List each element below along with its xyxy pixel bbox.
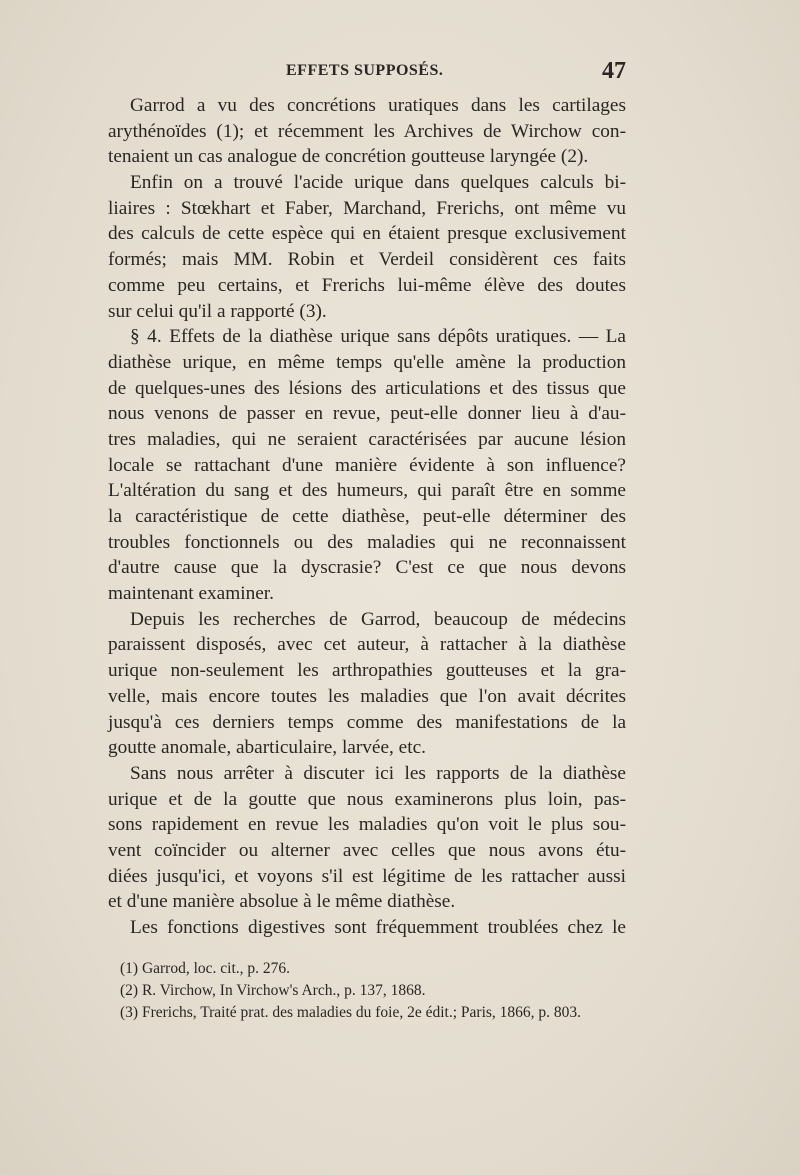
- text-line: de quelques-unes des lésions des articulations et des tissus que: [108, 377, 626, 399]
- text-line: arythénoïdes (1); et récemment les Archives de Wirchow con-: [108, 120, 626, 142]
- text-line: velle, mais encore toutes les maladies que l'on avait décrites: [108, 685, 626, 707]
- text-line: urique et de la goutte que nous examinerons plus loin, pas-: [108, 788, 626, 810]
- page-header: [108, 58, 628, 86]
- text-line: diées jusqu'ici, et voyons s'il est légitime de les rattacher aussi: [108, 865, 626, 887]
- text-line: vent coïncider ou alterner avec celles que nous avons étu-: [108, 839, 626, 861]
- text-line: maintenant examiner.: [108, 583, 274, 605]
- text-line: urique non-seulement les arthropathies goutteuses et la gra-: [108, 660, 626, 682]
- page-number: 47: [602, 58, 626, 84]
- text-line: Sans nous arrêter à discuter ici les rapports de la diathèse: [130, 762, 626, 784]
- text-line: liaires : Stœkhart et Faber, Marchand, Frerichs, ont même vu: [108, 197, 626, 219]
- text-line: locale se rattachant d'une manière évidente à son influence?: [108, 454, 626, 476]
- footnote: (1) Garrod, loc. cit., p. 276.: [120, 960, 291, 977]
- footnotes: [120, 958, 630, 1024]
- footnote: (2) R. Virchow, In Virchow's Arch., p. 137, 1868.: [120, 982, 426, 999]
- text-line: la caractéristique de cette diathèse, peut-elle déterminer des: [108, 506, 626, 527]
- text-line: Garrod a vu des concrétions uratiques dans les cartilages: [130, 95, 626, 116]
- text-line: formés; mais MM. Robin et Verdeil considèrent ces faits: [108, 249, 626, 271]
- footnote: (3) Frerichs, Traité prat. des maladies du foie, 2e édit.; Paris, 1866, p. 803.: [120, 1004, 582, 1021]
- text-line: d'autre cause que la dyscrasie? C'est ce que nous devons: [108, 557, 626, 579]
- text-line: § 4. Effets de la diathèse urique sans dépôts uratiques. — La: [130, 326, 626, 348]
- text-line: troubles fonctionnels ou des maladies qui ne reconnaissent: [108, 531, 626, 553]
- text-line: nous venons de passer en revue, peut-elle donner lieu à d'au-: [108, 403, 626, 425]
- text-line: Enfin on a trouvé l'acide urique dans quelques calculs bi-: [130, 172, 626, 194]
- text-line: des calculs de cette espèce qui en étaient presque exclusivement: [108, 223, 626, 245]
- text-line: Les fonctions digestives sont fréquemment troublées chez le: [130, 917, 626, 938]
- text-line: comme peu certains, et Frerichs lui-même élève des doutes: [108, 274, 626, 296]
- text-line: sons rapidement en revue les maladies qu'on voit le plus sou-: [108, 814, 626, 836]
- text-line: tenaient un cas analogue de concrétion goutteuse laryngée (2).: [108, 146, 589, 168]
- running-title: EFFETS SUPPOSÉS.: [286, 62, 444, 79]
- text-line: et d'une manière absolue à le même diathèse.: [108, 891, 456, 913]
- text-line: goutte anomale, abarticulaire, larvée, etc.: [108, 737, 426, 759]
- text-line: L'altération du sang et des humeurs, qui paraît être en somme: [108, 480, 626, 502]
- text-line: paraissent disposés, avec cet auteur, à rattacher à la diathèse: [108, 634, 626, 656]
- body-text: [108, 93, 626, 941]
- text-line: jusqu'à ces derniers temps comme des manifestations de la: [108, 711, 626, 733]
- text-line: Depuis les recherches de Garrod, beaucoup de médecins: [130, 608, 626, 630]
- text-line: sur celui qu'il a rapporté (3).: [108, 300, 327, 322]
- text-line: tres maladies, qui ne seraient caractérisées par aucune lésion: [108, 428, 626, 450]
- text-line: diathèse urique, en même temps qu'elle amène la production: [108, 351, 626, 373]
